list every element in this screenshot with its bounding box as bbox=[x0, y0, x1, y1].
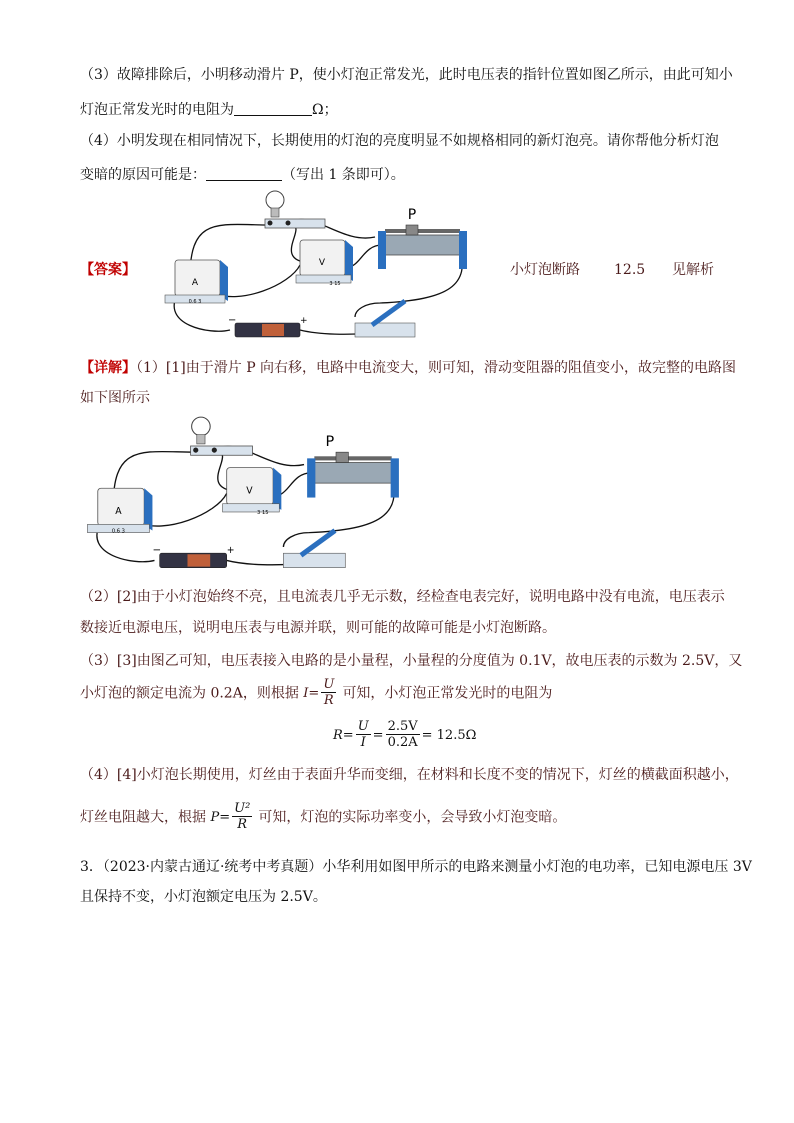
detail-p3-line1: （3）[3]由图乙可知，电压表接入电路的是小量程，小量程的分度值为 0.1V，故电压表的示数为 2.5V，又 bbox=[80, 653, 743, 669]
bulb-icon bbox=[192, 417, 211, 436]
detail-p2-line1: （2）[2]由于小灯泡始终不亮，且电流表几乎无示数，经检查电表完好，说明电路中没有电流，电压表示 bbox=[80, 589, 725, 605]
voltmeter-letter: V bbox=[246, 485, 253, 497]
question-3-line2: 且保持不变，小灯泡额定电压为 2.5V。 bbox=[80, 889, 327, 905]
rheostat-icon bbox=[309, 462, 397, 483]
q3-line2 bbox=[80, 101, 338, 117]
q3-line1: （3）故障排除后，小明移动滑片 P，使小灯泡正常发光，此时电压表的指针位置如图乙所示，由此可知小 bbox=[80, 67, 733, 83]
question-3-line1: 3．（2023·内蒙古通辽·统考中考真题）小华利用如图甲所示的电路来测量小灯泡的电功率，已知电源电压 3V bbox=[80, 859, 752, 875]
battery-minus: − bbox=[152, 544, 162, 557]
answer-2: 12.5 bbox=[614, 262, 646, 278]
switch-icon bbox=[355, 323, 415, 337]
circuit-diagram-answer bbox=[150, 185, 470, 350]
ammeter-terminals: 0.6 3 bbox=[111, 528, 125, 535]
detail-p1-line1 bbox=[80, 361, 736, 375]
detail-p4-line1: （4）[4]小灯泡长期使用，灯丝由于表面升华而变细，在材料和长度不变的情况下，灯丝的横截面积越小， bbox=[80, 767, 739, 783]
resistance-formula: R= $\frac{U}{I}$ = $\frac{2.5V}{0.2A}$ = 12.5Ω bbox=[333, 719, 477, 751]
q3-line2-text: 灯泡正常发光时的电阻为 bbox=[80, 102, 234, 118]
battery-minus: − bbox=[228, 315, 237, 326]
voltmeter-letter: V bbox=[318, 258, 326, 268]
detail-p3-text-end: 可知，小灯泡正常发光时的电阻为 bbox=[342, 685, 553, 702]
detail-p3-text: 小灯泡的额定电流为 0.2A，则根据 bbox=[80, 685, 299, 702]
q4-line1: （4）小明发现在相同情况下，长期使用的灯泡的亮度明显不如规格相同的新灯泡亮。请你帮他分析灯泡 bbox=[80, 133, 719, 149]
detail-label: 【详解】 bbox=[80, 360, 136, 376]
slider-label: P bbox=[325, 433, 335, 450]
answer-1: 小灯泡断路 bbox=[510, 262, 580, 278]
detail-p4-text-end: 可知，灯泡的实际功率变小，会导致小灯泡变暗。 bbox=[258, 809, 567, 826]
ammeter-terminals: 0.6 3 bbox=[188, 299, 202, 305]
detail-p4-line2 bbox=[80, 802, 566, 833]
battery-plus: + bbox=[300, 316, 308, 326]
battery-plus: + bbox=[226, 545, 235, 557]
voltmeter-terminals: 3 15 bbox=[257, 510, 269, 517]
ammeter-letter: A bbox=[191, 278, 199, 288]
q3-blank[interactable] bbox=[234, 101, 312, 116]
q4-blank[interactable] bbox=[206, 166, 282, 181]
switch-icon bbox=[283, 553, 345, 567]
power-formula: P= $\frac{\text{U²}}{R}$ bbox=[210, 801, 251, 833]
detail-p1-line2: 如下图所示 bbox=[80, 390, 150, 406]
bulb-icon bbox=[266, 191, 284, 209]
slider-label: P bbox=[407, 207, 417, 223]
bulb-base bbox=[191, 446, 253, 455]
q3-line2-end: Ω； bbox=[312, 102, 338, 118]
detail-p4-text: 灯丝电阻越大，根据 bbox=[80, 809, 206, 826]
rheostat-icon bbox=[380, 235, 465, 255]
detail-p3-line2 bbox=[80, 678, 552, 709]
answer-3: 见解析 bbox=[672, 262, 714, 278]
circuit-diagram-detail bbox=[72, 410, 402, 582]
detail-p1-text: （1）[1]由于滑片 P 向右移，电路中电流变大，则可知，滑动变阻器的阻值变小，故完整的电路图 bbox=[136, 360, 737, 376]
q4-line2-text: 变暗的原因可能是： bbox=[80, 167, 206, 183]
bulb-base bbox=[265, 219, 325, 228]
ohms-law-formula: I= $\frac{U}{R}$ bbox=[303, 677, 335, 709]
answer-label: 【答案】 bbox=[80, 262, 136, 278]
q4-line2-end: （写出 1 条即可）。 bbox=[282, 167, 405, 183]
voltmeter-terminals: 3 15 bbox=[329, 281, 341, 287]
detail-p2-line2: 数接近电源电压，说明电压表与电源并联，则可能的故障可能是小灯泡断路。 bbox=[80, 620, 556, 636]
ammeter-letter: A bbox=[115, 506, 122, 518]
q4-line2 bbox=[80, 166, 405, 182]
